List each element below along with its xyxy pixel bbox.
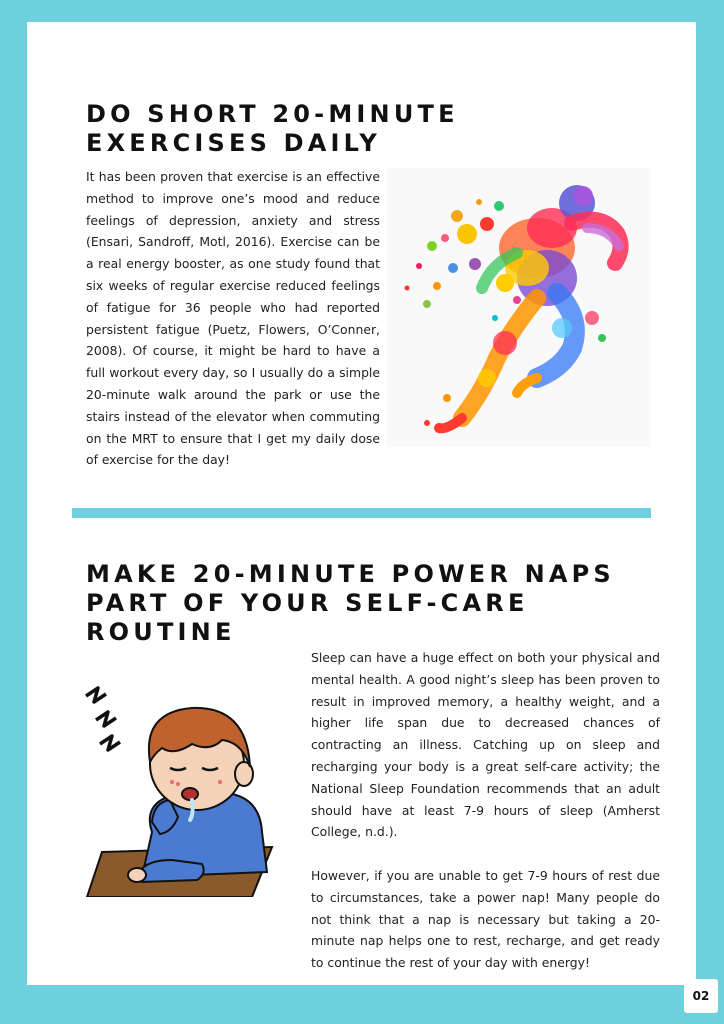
zzz-icon — [86, 688, 120, 750]
exercise-paragraph: It has been proven that exercise is an effective method to improve one’s mood and reduce feelings of depression, anxiety and stress (Ensari, Sandroff, Motl, 2016). Exercise can be a real energy booster, as one study found that six weeks of regular exercise reduced feelings of fatigue for 36 people who had reported persistent fatigue (Puetz, Flowers, O’Conner, 2008). Of course, it might be hard to have a full workout every day, so I usually do a simple 20-minute walk around the park or use the stairs instead of the elevator when commuting on the MRT to ensure that I get my daily dose of exercise for the day! — [86, 169, 380, 468]
sleep-paragraph: Sleep can have a huge effect on both your physical and mental health. A good night’s sleep has been proven to result in improved memory, a healthy weight, and a higher life span due to decreased chances of contracting an illness. Catching up on sleep and recharging your body is a great self-care activity; the National Sleep Foundation recommends that an adult should have at least 7-9 hours of sleep (Amherst College, n.d.). — [311, 650, 660, 840]
section-divider — [72, 508, 651, 518]
section-heading-power-naps: MAKE 20-MINUTE POWER NAPS PART OF YOUR SELF-CARE ROUTINE — [86, 560, 615, 646]
runner-illustration — [387, 168, 651, 447]
page — [27, 22, 696, 985]
section-heading-exercise: DO SHORT 20-MINUTE EXERCISES DAILY — [86, 100, 459, 157]
power-nap-paragraph: However, if you are unable to get 7-9 hours of rest due to circumstances, take a power nap! Many people do not think that a nap is necessary but taking a 20-minute nap helps one to rest, recharge, and get ready to continue the rest of your day with energy! — [311, 868, 660, 971]
page-number: 02 — [684, 979, 718, 1013]
sleeping-boy-illustration — [82, 682, 277, 897]
